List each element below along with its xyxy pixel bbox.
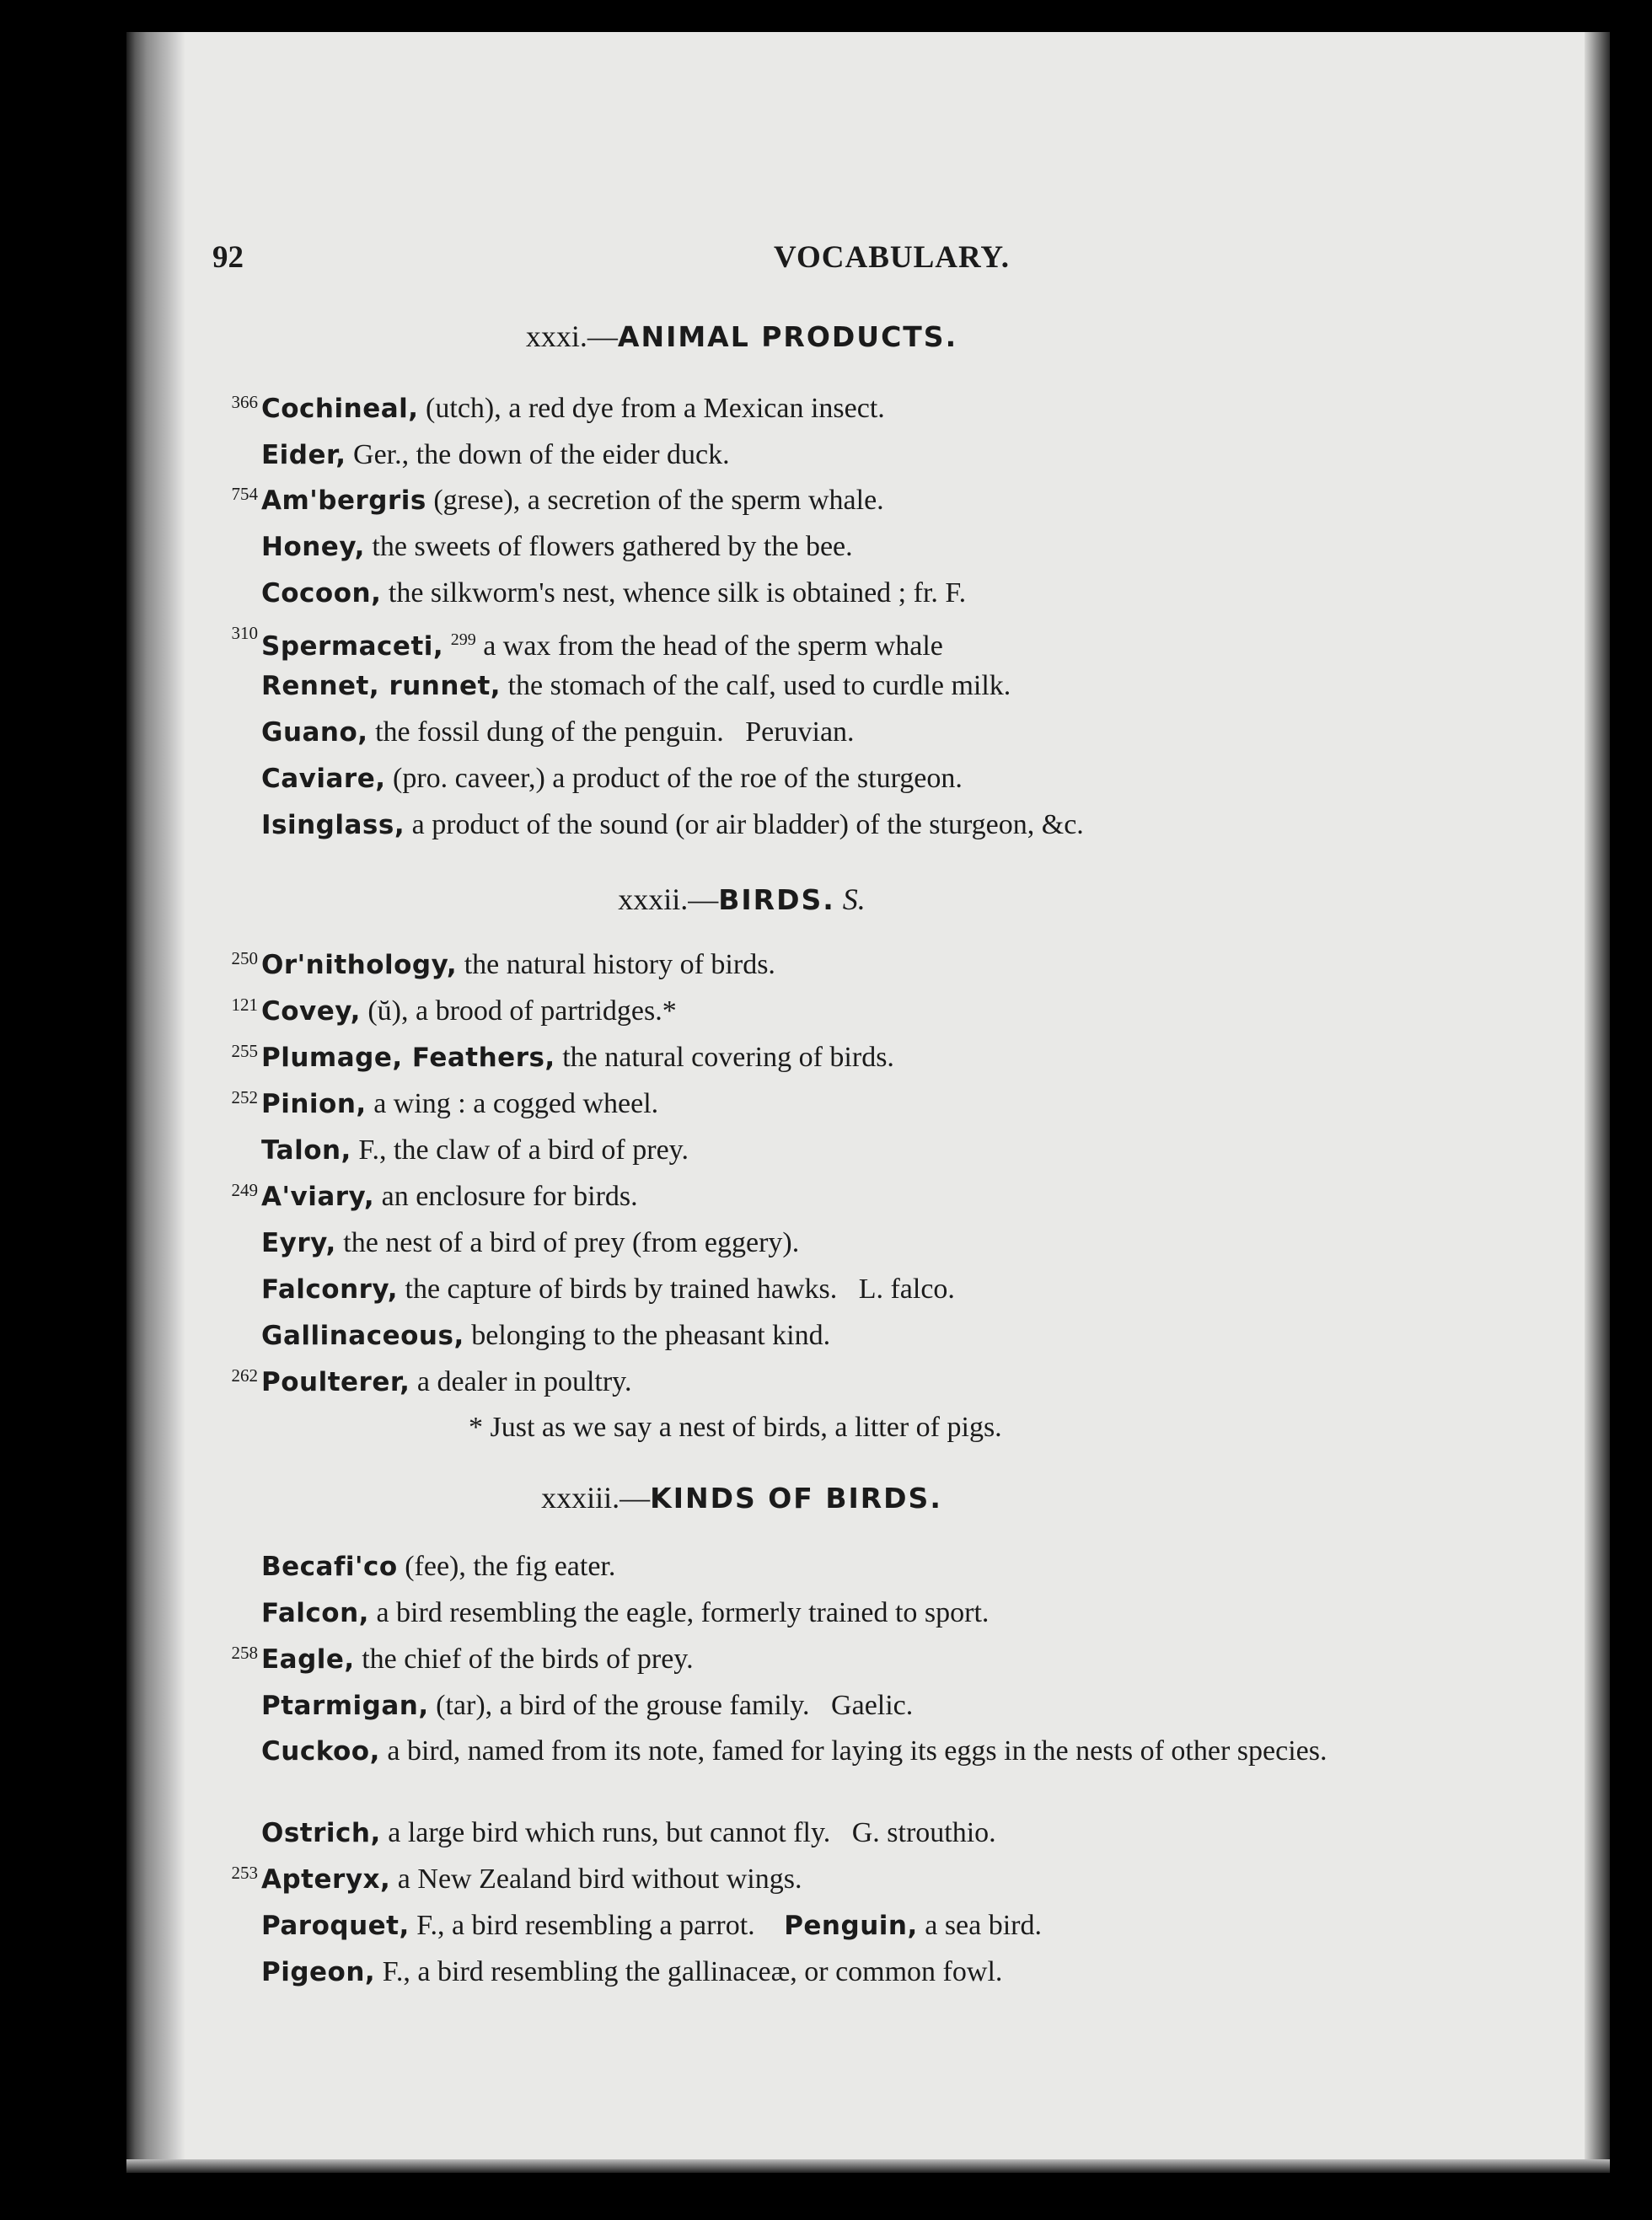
headword: A'viary, (261, 1182, 375, 1212)
vocab-entry (261, 574, 1433, 613)
headword: Guano, (261, 717, 368, 748)
definition: belonging to the pheasant kind. (464, 1320, 831, 1351)
headword: Isinglass, (261, 810, 405, 840)
margin-number: 255 (231, 1041, 258, 1061)
vocab-entry (261, 1906, 1433, 1945)
definition: F., a bird resembling a parrot. (409, 1910, 755, 1941)
headword: Covey, (261, 996, 361, 1027)
headword: Pigeon, (261, 1957, 376, 1987)
headword: Ostrich, (261, 1818, 381, 1848)
headword: Cuckoo, (261, 1736, 380, 1767)
vocab-entry (231, 1640, 1433, 1679)
section-heading: xxxiii.—KINDS OF BIRDS. (541, 1481, 942, 1515)
margin-number: 310 (231, 623, 258, 643)
headword: Rennet, runnet, (261, 671, 502, 701)
headword: Eider, (261, 440, 346, 470)
headword: Cochineal, (261, 394, 419, 424)
running-head (212, 239, 1376, 282)
definition: the natural history of birds. (457, 949, 775, 980)
vocab-entry (231, 992, 1433, 1031)
headword: Gallinaceous, (261, 1321, 464, 1351)
vocab-entry (261, 1316, 1433, 1355)
vocab-entry (261, 759, 1433, 798)
definition: the fossil dung of the penguin. Peruvian. (367, 716, 855, 748)
definition: F., a bird resembling the gallinaceæ, or common fowl. (375, 1956, 1003, 1987)
headword: Poulterer, (261, 1367, 410, 1397)
definition: an enclosure for birds. (374, 1181, 638, 1212)
definition: F., the claw of a bird of prey. (351, 1134, 689, 1166)
headword: Penguin, (784, 1911, 918, 1941)
margin-number: 121 (231, 995, 258, 1015)
vocab-entry (261, 1131, 1433, 1170)
vocab-entry (231, 1860, 1433, 1899)
headword: Ptarmigan, (261, 1691, 429, 1721)
margin-number: 258 (231, 1643, 258, 1663)
headword: Paroquet, (261, 1911, 410, 1941)
vocab-entry (261, 806, 1433, 845)
margin-number: 252 (231, 1087, 258, 1107)
definition: a bird resembling the eagle, formerly trained to sport. (368, 1597, 990, 1628)
headword: Apteryx, (261, 1864, 391, 1895)
vocab-entry (261, 1953, 1433, 1992)
definition: the natural covering of birds. (555, 1042, 894, 1073)
headword: Pinion, (261, 1089, 367, 1119)
margin-number: 253 (231, 1863, 258, 1883)
headword: Becafi'co (261, 1552, 398, 1582)
definition: a New Zealand bird without wings. (390, 1863, 802, 1895)
headword: Eagle, (261, 1644, 355, 1675)
vocab-entry (261, 1547, 1433, 1586)
footnote: * Just as we say a nest of birds, a litter of pigs. (469, 1412, 1002, 1443)
headword: Caviare, (261, 764, 386, 794)
vocab-entry (231, 1177, 1433, 1216)
definition: a product of the sound (or air bladder) of the sturgeon, &c. (405, 809, 1084, 840)
vocab-entry (231, 1038, 1433, 1077)
definition: a large bird which runs, but cannot fly. G. strouthio. (380, 1817, 996, 1848)
definition: a wing : a cogged wheel. (366, 1088, 659, 1119)
definition: Ger., the down of the eider duck. (346, 439, 730, 470)
definition: (ŭ), a brood of partridges.* (360, 995, 677, 1027)
vocab-entry (261, 436, 1433, 475)
margin-number: 366 (231, 392, 258, 412)
margin-number: 262 (231, 1365, 258, 1386)
headword: Cocoon, (261, 578, 382, 609)
definition: (utch), a red dye from a Mexican insect. (418, 393, 885, 424)
definition: the silkworm's nest, whence silk is obtained ; fr. F. (381, 577, 967, 609)
headword: Or'nithology, (261, 950, 458, 980)
vocab-entry (231, 481, 1433, 520)
headword: Talon, (261, 1135, 351, 1166)
running-title: VOCABULARY. (774, 240, 1010, 275)
headword: Plumage, Feathers, (261, 1043, 555, 1073)
headword: Falcon, (261, 1598, 369, 1628)
margin-number: 249 (231, 1180, 258, 1200)
vocab-entry (231, 620, 1433, 666)
vocab-entry (261, 1686, 1433, 1725)
margin-number: 250 (231, 948, 258, 968)
vocab-entry (231, 946, 1433, 984)
vocab-entry (261, 1814, 1433, 1853)
definition: the stomach of the calf, used to curdle milk. (501, 670, 1011, 701)
margin-number: 754 (231, 484, 258, 504)
headword: Honey, (261, 532, 365, 562)
vocab-entry (261, 667, 1433, 705)
definition: a sea bird. (917, 1910, 1043, 1941)
vocab-entry (261, 528, 1433, 566)
definition: the chief of the birds of prey. (354, 1644, 694, 1675)
page-number: 92 (212, 240, 244, 275)
headword: Eyry, (261, 1228, 336, 1258)
definition: the nest of a bird of prey (from eggery). (335, 1227, 800, 1258)
section-heading: xxxii.—BIRDS. S. (618, 882, 866, 916)
vocab-entry (261, 1594, 1433, 1633)
definition: a dealer in poultry. (410, 1366, 632, 1397)
definition: the capture of birds by trained hawks. L. falco. (398, 1274, 955, 1305)
vocab-entry (261, 1224, 1433, 1263)
headword: Falconry, (261, 1274, 399, 1305)
cross-reference-number: 299 (450, 630, 476, 649)
definition: (tar), a bird of the grouse family. Gaelic. (428, 1690, 914, 1721)
definition: (fee), the fig eater. (397, 1551, 616, 1582)
definition: (grese), a secretion of the sperm whale. (426, 485, 884, 516)
section-heading: xxxi.—ANIMAL PRODUCTS. (525, 319, 958, 353)
vocab-entry (231, 1363, 1433, 1402)
definition: the sweets of flowers gathered by the bee. (364, 531, 853, 562)
vocab-entry (231, 389, 1433, 428)
definition: (pro. caveer,) a product of the roe of the sturgeon. (385, 763, 963, 794)
headword: Am'bergris (261, 485, 426, 516)
vocab-entry (261, 1270, 1433, 1309)
vocab-entry (261, 1733, 1433, 1770)
definition: a wax from the head of the sperm whale (475, 630, 943, 662)
vocab-entry (231, 1085, 1433, 1123)
headword: Spermaceti, (261, 631, 444, 662)
vocab-entry (261, 713, 1433, 752)
definition: a bird, named from its note, famed for laying its eggs in the nests of other species. (379, 1735, 1328, 1767)
